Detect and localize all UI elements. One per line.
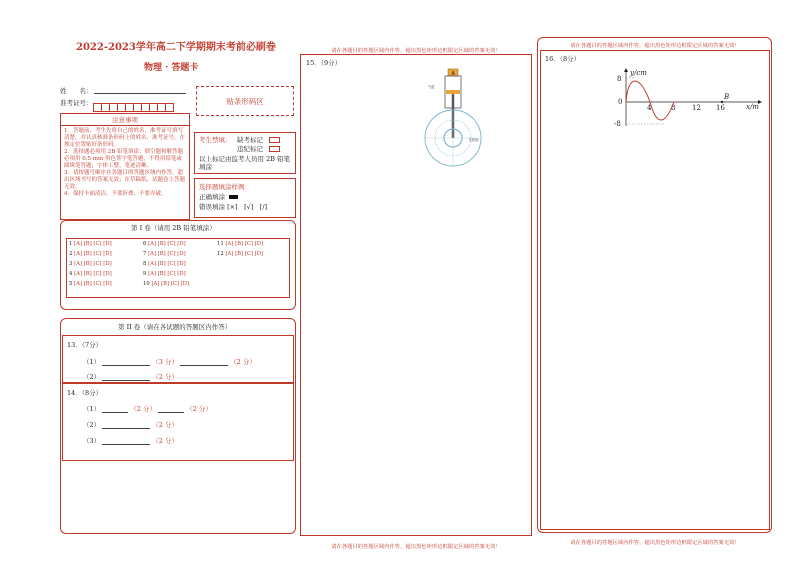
q15-figure bbox=[410, 66, 500, 168]
q14-part1-answer-b[interactable] bbox=[158, 405, 184, 413]
choice-row[interactable]: 2 [A] [B] [C] [D] bbox=[69, 251, 112, 257]
correct-fill-swatch bbox=[229, 195, 238, 199]
q16-label: 16．（8分） bbox=[545, 55, 581, 63]
q16-xtick-4: 4 bbox=[647, 104, 652, 112]
wrong-fill-example: 错误填涂 [×] [√] [/] bbox=[199, 203, 268, 211]
absent-label: 缺考标记 bbox=[237, 136, 263, 144]
q16-wave-graph bbox=[612, 64, 767, 130]
q13-box bbox=[62, 335, 294, 383]
q15-label: 15．（9分） bbox=[306, 59, 342, 67]
notice-top-right: 请在各题目的答题区域内作答，超出黑色矩形边框限定区域的答案无效！ bbox=[570, 43, 740, 49]
correct-fill-example: 正确填涂 bbox=[199, 193, 238, 201]
marks-note: 以上标记由监考人员用 2B 铅笔填涂 bbox=[199, 155, 291, 171]
choice-row[interactable]: 1 [A] [B] [C] [D] bbox=[69, 241, 112, 247]
notice-top-middle: 请在各题目的答题区域内作答，超出黑色矩形边框限定区域的答案无效！ bbox=[331, 48, 501, 54]
q14-part1: （1） （2 分） （2 分） bbox=[83, 405, 212, 413]
choice-grid bbox=[66, 238, 290, 298]
notes-heading: 注意事项 bbox=[61, 114, 189, 126]
q13-part2: （2） （2 分） bbox=[83, 373, 178, 381]
q16-ytick-0: 0 bbox=[618, 98, 623, 106]
notes-list bbox=[61, 126, 189, 200]
choice-column-3 bbox=[217, 241, 263, 261]
q15-cylinder-label: 气缸 bbox=[428, 85, 435, 89]
exam-number-cells[interactable] bbox=[93, 97, 189, 107]
q14-part3: （3） （2 分） bbox=[83, 437, 178, 445]
q14-part2-answer[interactable] bbox=[102, 421, 150, 429]
q14-part1-answer-a[interactable] bbox=[102, 405, 128, 413]
q13-part1-answer-b[interactable] bbox=[180, 358, 228, 366]
q14-part3-answer[interactable] bbox=[102, 437, 150, 445]
fill-example-title: 选择题填涂样例： bbox=[199, 183, 251, 191]
q16-point-b: B bbox=[724, 93, 730, 101]
q13-part2-answer[interactable] bbox=[102, 373, 150, 381]
note-item: 3．请按题号顺序在各题目的答题区域内作答，超出区域书写的答案无效；在草稿纸、试题卷上答题无效。 bbox=[64, 170, 186, 190]
exam-title: 2022-2023学年高二下学期期末考前必刷卷 bbox=[76, 42, 276, 53]
q13-part1-answer[interactable] bbox=[102, 358, 150, 366]
note-item: 1．答题前，考生先将自己的姓名，准考证号填写清楚，并认真核准条形码上的姓名、准考证号，在规定位置贴好条形码。 bbox=[64, 128, 186, 148]
q13-part1: （1） （3 分） （2 分） bbox=[83, 358, 256, 366]
choice-row[interactable]: 7 [A] [B] [C] [D] bbox=[143, 251, 186, 257]
absent-mark[interactable] bbox=[237, 136, 280, 144]
choice-row[interactable]: 10 [A] [B] [C] [D] bbox=[143, 281, 190, 287]
choice-row[interactable]: 12 [A] [B] [C] [D] bbox=[217, 251, 264, 257]
violation-label: 违纪标记 bbox=[237, 145, 263, 153]
choice-row[interactable]: 3 [A] [B] [C] [D] bbox=[69, 261, 112, 267]
barcode-area bbox=[196, 86, 294, 116]
q15-wheel-label: 飞轮轴 bbox=[468, 138, 479, 142]
barcode-label: 贴条形码区 bbox=[226, 97, 264, 106]
q14-box bbox=[62, 383, 294, 461]
exam-subtitle: 物理 · 答题卡 bbox=[144, 63, 199, 73]
notice-bottom-right: 请在各题目的答题区域内作答，超出黑色矩形边框限定区域的答案无效！ bbox=[570, 540, 740, 546]
choice-row[interactable]: 9 [A] [B] [C] [D] bbox=[143, 271, 186, 277]
q14-label: 14．（8分） bbox=[67, 389, 103, 397]
note-item: 4．保持卡面清洁，不要折叠、不要弄破。 bbox=[64, 191, 167, 197]
q16-xtick-8: 8 bbox=[671, 104, 676, 112]
choice-column-2 bbox=[143, 241, 189, 291]
q16-ytick-8: 8 bbox=[617, 75, 622, 83]
choice-row[interactable]: 8 [A] [B] [C] [D] bbox=[143, 261, 186, 267]
q16-ylabel: y/cm bbox=[630, 69, 647, 77]
section2-title: 第 II 卷（请在各试题的答题区内作答） bbox=[118, 323, 232, 331]
q16-ytick-neg8: -8 bbox=[614, 120, 621, 128]
q14-part2: （2） （2 分） bbox=[83, 421, 178, 429]
marks-title: 考生禁填： bbox=[199, 136, 232, 144]
q15-label-a: A bbox=[451, 71, 455, 77]
choice-column-1 bbox=[69, 241, 112, 291]
name-field[interactable] bbox=[94, 93, 186, 94]
q16-xtick-12: 12 bbox=[692, 104, 701, 112]
notice-bottom-middle: 请在各题目的答题区域内作答，超出黑色矩形边框限定区域的答案无效！ bbox=[331, 544, 501, 550]
q13-label: 13．（7分） bbox=[67, 341, 103, 349]
name-label: 姓 名： bbox=[60, 87, 93, 95]
absent-checkbox[interactable] bbox=[269, 137, 280, 143]
q16-xtick-16: 16 bbox=[716, 104, 725, 112]
choice-row[interactable]: 11 [A] [B] [C] [D] bbox=[217, 241, 264, 247]
violation-mark[interactable] bbox=[237, 145, 280, 153]
fill-example-box bbox=[194, 178, 296, 218]
note-item: 2．选择题必须用 2B 铅笔填涂；填空题和解答题必须用 0.5 mm 黑色签字笔答题，不得用铅笔或圆珠笔答题；字体工整、笔迹清晰。 bbox=[64, 149, 184, 169]
exam-number-label: 准考证号： bbox=[60, 99, 93, 107]
q16-xlabel: x/m bbox=[746, 103, 759, 111]
choice-row[interactable]: 5 [A] [B] [C] [D] bbox=[69, 281, 112, 287]
violation-checkbox[interactable] bbox=[269, 146, 280, 152]
section1-title: 第 I 卷（请用 2B 铅笔填涂） bbox=[131, 224, 216, 232]
marks-box bbox=[194, 132, 296, 174]
choice-row[interactable]: 6 [A] [B] [C] [D] bbox=[143, 241, 186, 247]
choice-row[interactable]: 4 [A] [B] [C] [D] bbox=[69, 271, 112, 277]
notes-box bbox=[60, 113, 190, 220]
